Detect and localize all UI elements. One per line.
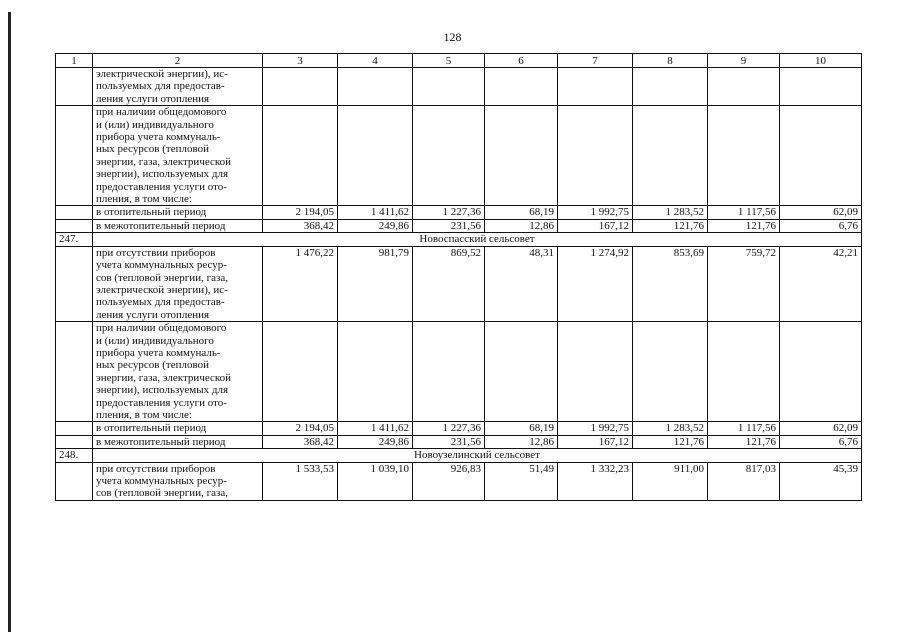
table-row (56, 322, 862, 422)
section-title: Новоузелинский сельсовет (93, 449, 862, 462)
row-description (93, 68, 263, 106)
column-number-cell: 6 (485, 54, 558, 68)
description-line: энергии, газа, электрической (96, 371, 232, 384)
value-cell: 62,09 (780, 422, 862, 435)
value-cell: 121,76 (633, 435, 708, 448)
value-cell (708, 106, 780, 206)
description-line: в отопительный период (96, 422, 207, 435)
value-cell: 121,76 (708, 435, 780, 448)
value-cell: 1 039,10 (338, 462, 413, 500)
value-cell (633, 106, 708, 206)
value-cell: 2 194,05 (263, 206, 338, 219)
description-line: предоставления услуги ото- (96, 180, 227, 193)
table-row (56, 68, 862, 106)
value-cell: 167,12 (558, 435, 633, 448)
value-cell: 1 533,53 (263, 462, 338, 500)
description-line: при наличии общедомового (96, 106, 227, 119)
value-cell: 12,86 (485, 435, 558, 448)
value-cell: 231,56 (413, 219, 485, 232)
value-cell: 1 332,23 (558, 462, 633, 500)
value-cell: 1 227,36 (413, 422, 485, 435)
description-line: пользуемых для предостав- (96, 80, 225, 93)
row-index-cell (56, 322, 93, 422)
row-index-cell (56, 68, 93, 106)
description-line: учета коммунальных ресур- (96, 475, 227, 487)
description-line: при наличии общедомового (96, 322, 227, 335)
value-cell: 1 411,62 (338, 206, 413, 219)
table-row (56, 106, 862, 206)
value-cell (263, 322, 338, 422)
table-row (56, 422, 862, 435)
column-number-cell: 4 (338, 54, 413, 68)
description-line: учета коммунальных ресур- (96, 259, 227, 272)
value-cell: 62,09 (780, 206, 862, 219)
row-description (93, 206, 263, 219)
description-line: электрической энергии), ис- (96, 68, 228, 80)
value-cell: 1 992,75 (558, 422, 633, 435)
description-line: энергии), используемых для (96, 384, 229, 397)
value-cell (338, 68, 413, 106)
description-line: в межотопительный период (96, 435, 226, 448)
row-index-cell (56, 206, 93, 219)
value-cell (708, 68, 780, 106)
row-index-cell (56, 462, 93, 500)
value-cell: 926,83 (413, 462, 485, 500)
value-cell (558, 68, 633, 106)
value-cell (558, 322, 633, 422)
description-line: в отопительный период (96, 206, 207, 219)
description-line: ных ресурсов (тепловой (96, 143, 209, 156)
value-cell: 1 274,92 (558, 246, 633, 321)
description-line: пления, в том числе: (96, 193, 192, 206)
value-cell (780, 322, 862, 422)
section-row (56, 233, 862, 246)
description-line: прибора учета коммуналь- (96, 346, 221, 359)
description-line: сов (тепловой энергии, газа, (96, 271, 228, 284)
value-cell (780, 106, 862, 206)
value-cell: 1 476,22 (263, 246, 338, 321)
row-description (93, 435, 263, 448)
table-row (56, 246, 862, 321)
value-cell: 1 283,52 (633, 206, 708, 219)
description-line: прибора учета коммуналь- (96, 131, 221, 144)
value-cell (263, 68, 338, 106)
value-cell (413, 68, 485, 106)
row-description (93, 106, 263, 206)
value-cell: 1 117,56 (708, 206, 780, 219)
column-number-cell: 7 (558, 54, 633, 68)
page-number: 128 (443, 30, 462, 44)
value-cell: 869,52 (413, 246, 485, 321)
section-title: Новоспасский сельсовет (93, 233, 862, 246)
column-number-cell: 3 (263, 54, 338, 68)
value-cell (708, 322, 780, 422)
row-index-cell (56, 246, 93, 321)
value-cell: 1 992,75 (558, 206, 633, 219)
value-cell: 45,39 (780, 462, 862, 500)
value-cell: 1 117,56 (708, 422, 780, 435)
value-cell (338, 322, 413, 422)
value-cell (485, 106, 558, 206)
section-row (56, 449, 862, 462)
value-cell (413, 106, 485, 206)
page-edge-bar (8, 12, 11, 632)
description-line: в межотопительный период (96, 219, 226, 232)
value-cell: 6,76 (780, 435, 862, 448)
value-cell: 249,86 (338, 219, 413, 232)
row-description (93, 322, 263, 422)
description-line: ных ресурсов (тепловой (96, 359, 209, 372)
description-line: сов (тепловой энергии, газа, (96, 487, 228, 500)
row-description (93, 246, 263, 321)
header-row (56, 54, 862, 68)
value-cell: 1 283,52 (633, 422, 708, 435)
value-cell: 853,69 (633, 246, 708, 321)
row-description (93, 422, 263, 435)
description-line: энергии, газа, электрической (96, 155, 232, 168)
table-row (56, 435, 862, 448)
value-cell: 1 411,62 (338, 422, 413, 435)
value-cell (413, 322, 485, 422)
tariff-table (55, 53, 862, 501)
value-cell (633, 68, 708, 106)
value-cell: 1 227,36 (413, 206, 485, 219)
column-number-cell: 10 (780, 54, 862, 68)
description-line: и (или) индивидуального (96, 118, 214, 131)
section-index: 247. (56, 233, 93, 246)
value-cell (338, 106, 413, 206)
value-cell: 911,00 (633, 462, 708, 500)
row-index-cell (56, 422, 93, 435)
value-cell: 48,31 (485, 246, 558, 321)
value-cell: 167,12 (558, 219, 633, 232)
value-cell: 759,72 (708, 246, 780, 321)
description-line: ления услуги отопления (96, 308, 210, 321)
description-line: электрической энергии), ис- (96, 283, 228, 296)
description-line: энергии), используемых для (96, 168, 229, 181)
value-cell: 981,79 (338, 246, 413, 321)
table-row (56, 462, 862, 500)
description-line: пления, в том числе: (96, 408, 192, 421)
value-cell (263, 106, 338, 206)
value-cell: 51,49 (485, 462, 558, 500)
value-cell: 368,42 (263, 219, 338, 232)
description-line: при отсутствии приборов (96, 246, 216, 259)
value-cell: 2 194,05 (263, 422, 338, 435)
column-number-cell: 2 (93, 54, 263, 68)
value-cell (780, 68, 862, 106)
section-index: 248. (56, 449, 93, 462)
value-cell (633, 322, 708, 422)
column-number-cell: 1 (56, 54, 93, 68)
description-line: предоставления услуги ото- (96, 396, 227, 409)
value-cell: 121,76 (708, 219, 780, 232)
value-cell (558, 106, 633, 206)
table-row (56, 219, 862, 232)
value-cell: 12,86 (485, 219, 558, 232)
column-number-cell: 9 (708, 54, 780, 68)
value-cell: 817,03 (708, 462, 780, 500)
row-index-cell (56, 106, 93, 206)
description-line: и (или) индивидуального (96, 334, 214, 347)
value-cell: 231,56 (413, 435, 485, 448)
row-description (93, 219, 263, 232)
table-row (56, 206, 862, 219)
column-number-cell: 8 (633, 54, 708, 68)
row-index-cell (56, 219, 93, 232)
value-cell: 121,76 (633, 219, 708, 232)
value-cell: 6,76 (780, 219, 862, 232)
value-cell: 249,86 (338, 435, 413, 448)
value-cell (485, 68, 558, 106)
description-line: при отсутствии приборов (96, 462, 216, 475)
value-cell: 68,19 (485, 206, 558, 219)
value-cell: 68,19 (485, 422, 558, 435)
row-description (93, 462, 263, 500)
description-line: пользуемых для предостав- (96, 296, 225, 309)
column-number-cell: 5 (413, 54, 485, 68)
value-cell: 368,42 (263, 435, 338, 448)
row-index-cell (56, 435, 93, 448)
description-line: ления услуги отопления (96, 92, 210, 105)
value-cell: 42,21 (780, 246, 862, 321)
value-cell (485, 322, 558, 422)
